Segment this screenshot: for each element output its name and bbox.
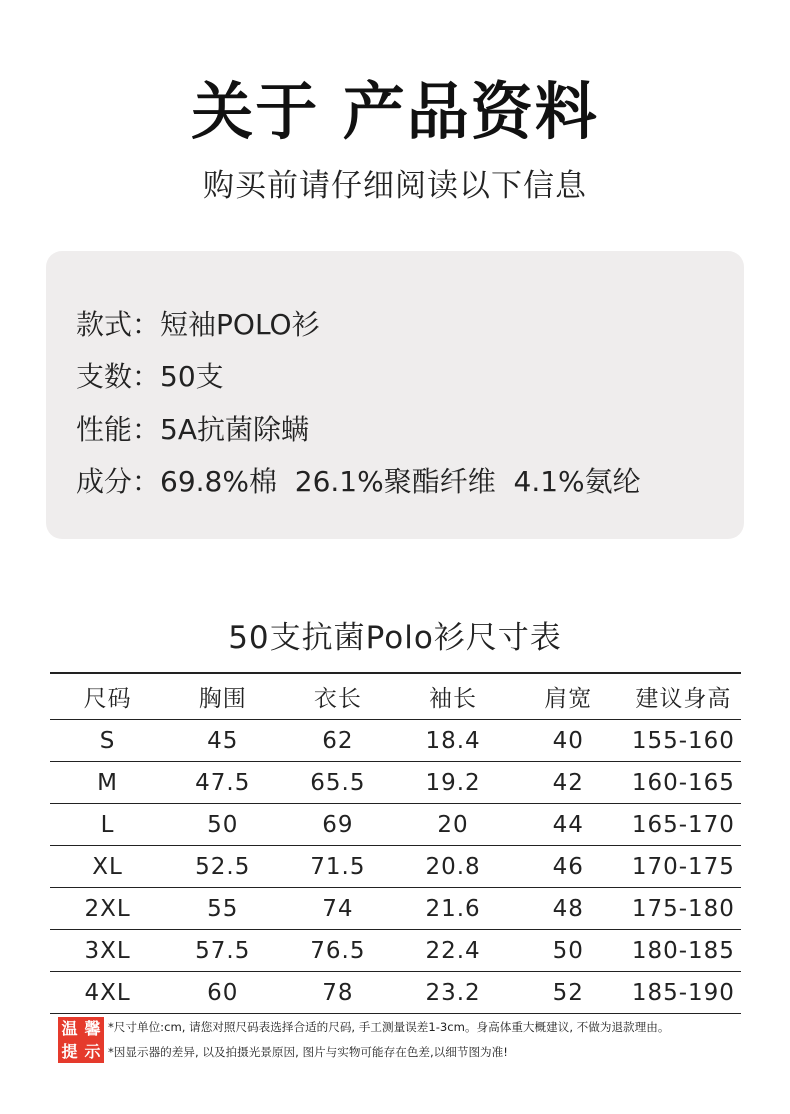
table-cell: 65.5 — [310, 769, 366, 796]
table-cell: 180-185 — [631, 937, 735, 964]
table-cell: 74 — [322, 895, 354, 922]
table-cell: 20 — [437, 811, 469, 838]
table-header-cell: 肩宽 — [544, 686, 593, 712]
table-header-cell: 衣长 — [313, 686, 362, 712]
table-cell: 57.5 — [195, 937, 251, 964]
table-cell: 71.5 — [310, 853, 366, 880]
badge-char: 提 — [61, 1042, 78, 1061]
info-value: 50支 — [160, 360, 224, 393]
page-subtitle: 购买前请仔细阅读以下信息 — [203, 168, 587, 204]
table-cell: 50 — [552, 937, 584, 964]
warm-tips — [58, 1017, 748, 1063]
info-line-style — [76, 303, 320, 343]
info-value: 5A抗菌除螨 — [160, 413, 309, 446]
table-header-cell: 胸围 — [198, 686, 247, 712]
page-title: 关于 产品资料 — [191, 75, 599, 148]
table-row — [50, 720, 741, 762]
table-cell: M — [97, 769, 118, 796]
table-cell: 46 — [552, 853, 584, 880]
info-label: 款式： — [76, 308, 161, 341]
warm-tips-badge — [58, 1017, 104, 1063]
badge-char: 示 — [84, 1042, 101, 1061]
table-cell: 155-160 — [631, 727, 735, 754]
table-row — [50, 804, 741, 846]
info-line-composition — [76, 460, 641, 500]
table-cell: 2XL — [84, 895, 131, 922]
table-cell: 21.6 — [425, 895, 481, 922]
table-cell: XL — [92, 853, 123, 880]
table-cell: 48 — [552, 895, 584, 922]
info-line-performance — [76, 408, 309, 448]
table-cell: 60 — [207, 979, 239, 1006]
table-row — [50, 846, 741, 888]
table-cell: 40 — [552, 727, 584, 754]
info-label: 性能： — [76, 413, 161, 446]
table-header-row — [50, 673, 741, 720]
table-row — [50, 888, 741, 930]
info-label: 成分： — [76, 465, 161, 498]
info-value: 69.8%棉 26.1%聚酯纤维 4.1%氨纶 — [160, 465, 641, 498]
size-table-title: 50支抗菌Polo衫尺寸表 — [228, 620, 562, 656]
table-cell: 170-175 — [631, 853, 735, 880]
table-cell: 69 — [322, 811, 354, 838]
table-cell: 160-165 — [631, 769, 735, 796]
info-value: 短袖POLO衫 — [160, 308, 320, 341]
table-row — [50, 762, 741, 804]
table-cell: 52 — [552, 979, 584, 1006]
badge-char: 馨 — [84, 1019, 101, 1038]
table-cell: 62 — [322, 727, 354, 754]
table-cell: S — [99, 727, 116, 754]
info-label: 支数： — [76, 360, 161, 393]
table-header-cell: 尺码 — [83, 686, 132, 712]
table-cell: 4XL — [84, 979, 131, 1006]
table-cell: 20.8 — [425, 853, 481, 880]
tip-line-color-difference: *因显示器的差异, 以及拍摄光景原因, 图片与实物可能存在色差,以细节图为准! — [108, 1045, 508, 1059]
table-cell: L — [100, 811, 115, 838]
table-header-cell: 袖长 — [429, 686, 478, 712]
tip-line-size-unit: *尺寸单位:cm, 请您对照尺码表选择合适的尺码, 手工测量误差1-3cm。身高体重大概建议, 不做为退款理由。 — [108, 1020, 670, 1034]
table-cell: 76.5 — [310, 937, 366, 964]
table-cell: 19.2 — [425, 769, 481, 796]
table-cell: 50 — [207, 811, 239, 838]
badge-char: 温 — [61, 1019, 78, 1038]
product-info-panel — [46, 251, 744, 539]
table-cell: 55 — [207, 895, 239, 922]
table-cell: 22.4 — [425, 937, 481, 964]
table-cell: 44 — [552, 811, 584, 838]
table-cell: 165-170 — [631, 811, 735, 838]
table-row — [50, 972, 741, 1014]
table-header-cell: 建议身高 — [635, 686, 732, 712]
table-cell: 47.5 — [195, 769, 251, 796]
size-table — [50, 672, 741, 1014]
table-cell: 185-190 — [631, 979, 735, 1006]
table-row — [50, 930, 741, 972]
table-cell: 42 — [552, 769, 584, 796]
table-cell: 45 — [207, 727, 239, 754]
table-cell: 175-180 — [631, 895, 735, 922]
info-line-yarn-count — [76, 355, 224, 395]
table-cell: 3XL — [84, 937, 131, 964]
table-cell: 52.5 — [195, 853, 251, 880]
table-cell: 23.2 — [425, 979, 481, 1006]
table-cell: 78 — [322, 979, 354, 1006]
table-cell: 18.4 — [425, 727, 481, 754]
